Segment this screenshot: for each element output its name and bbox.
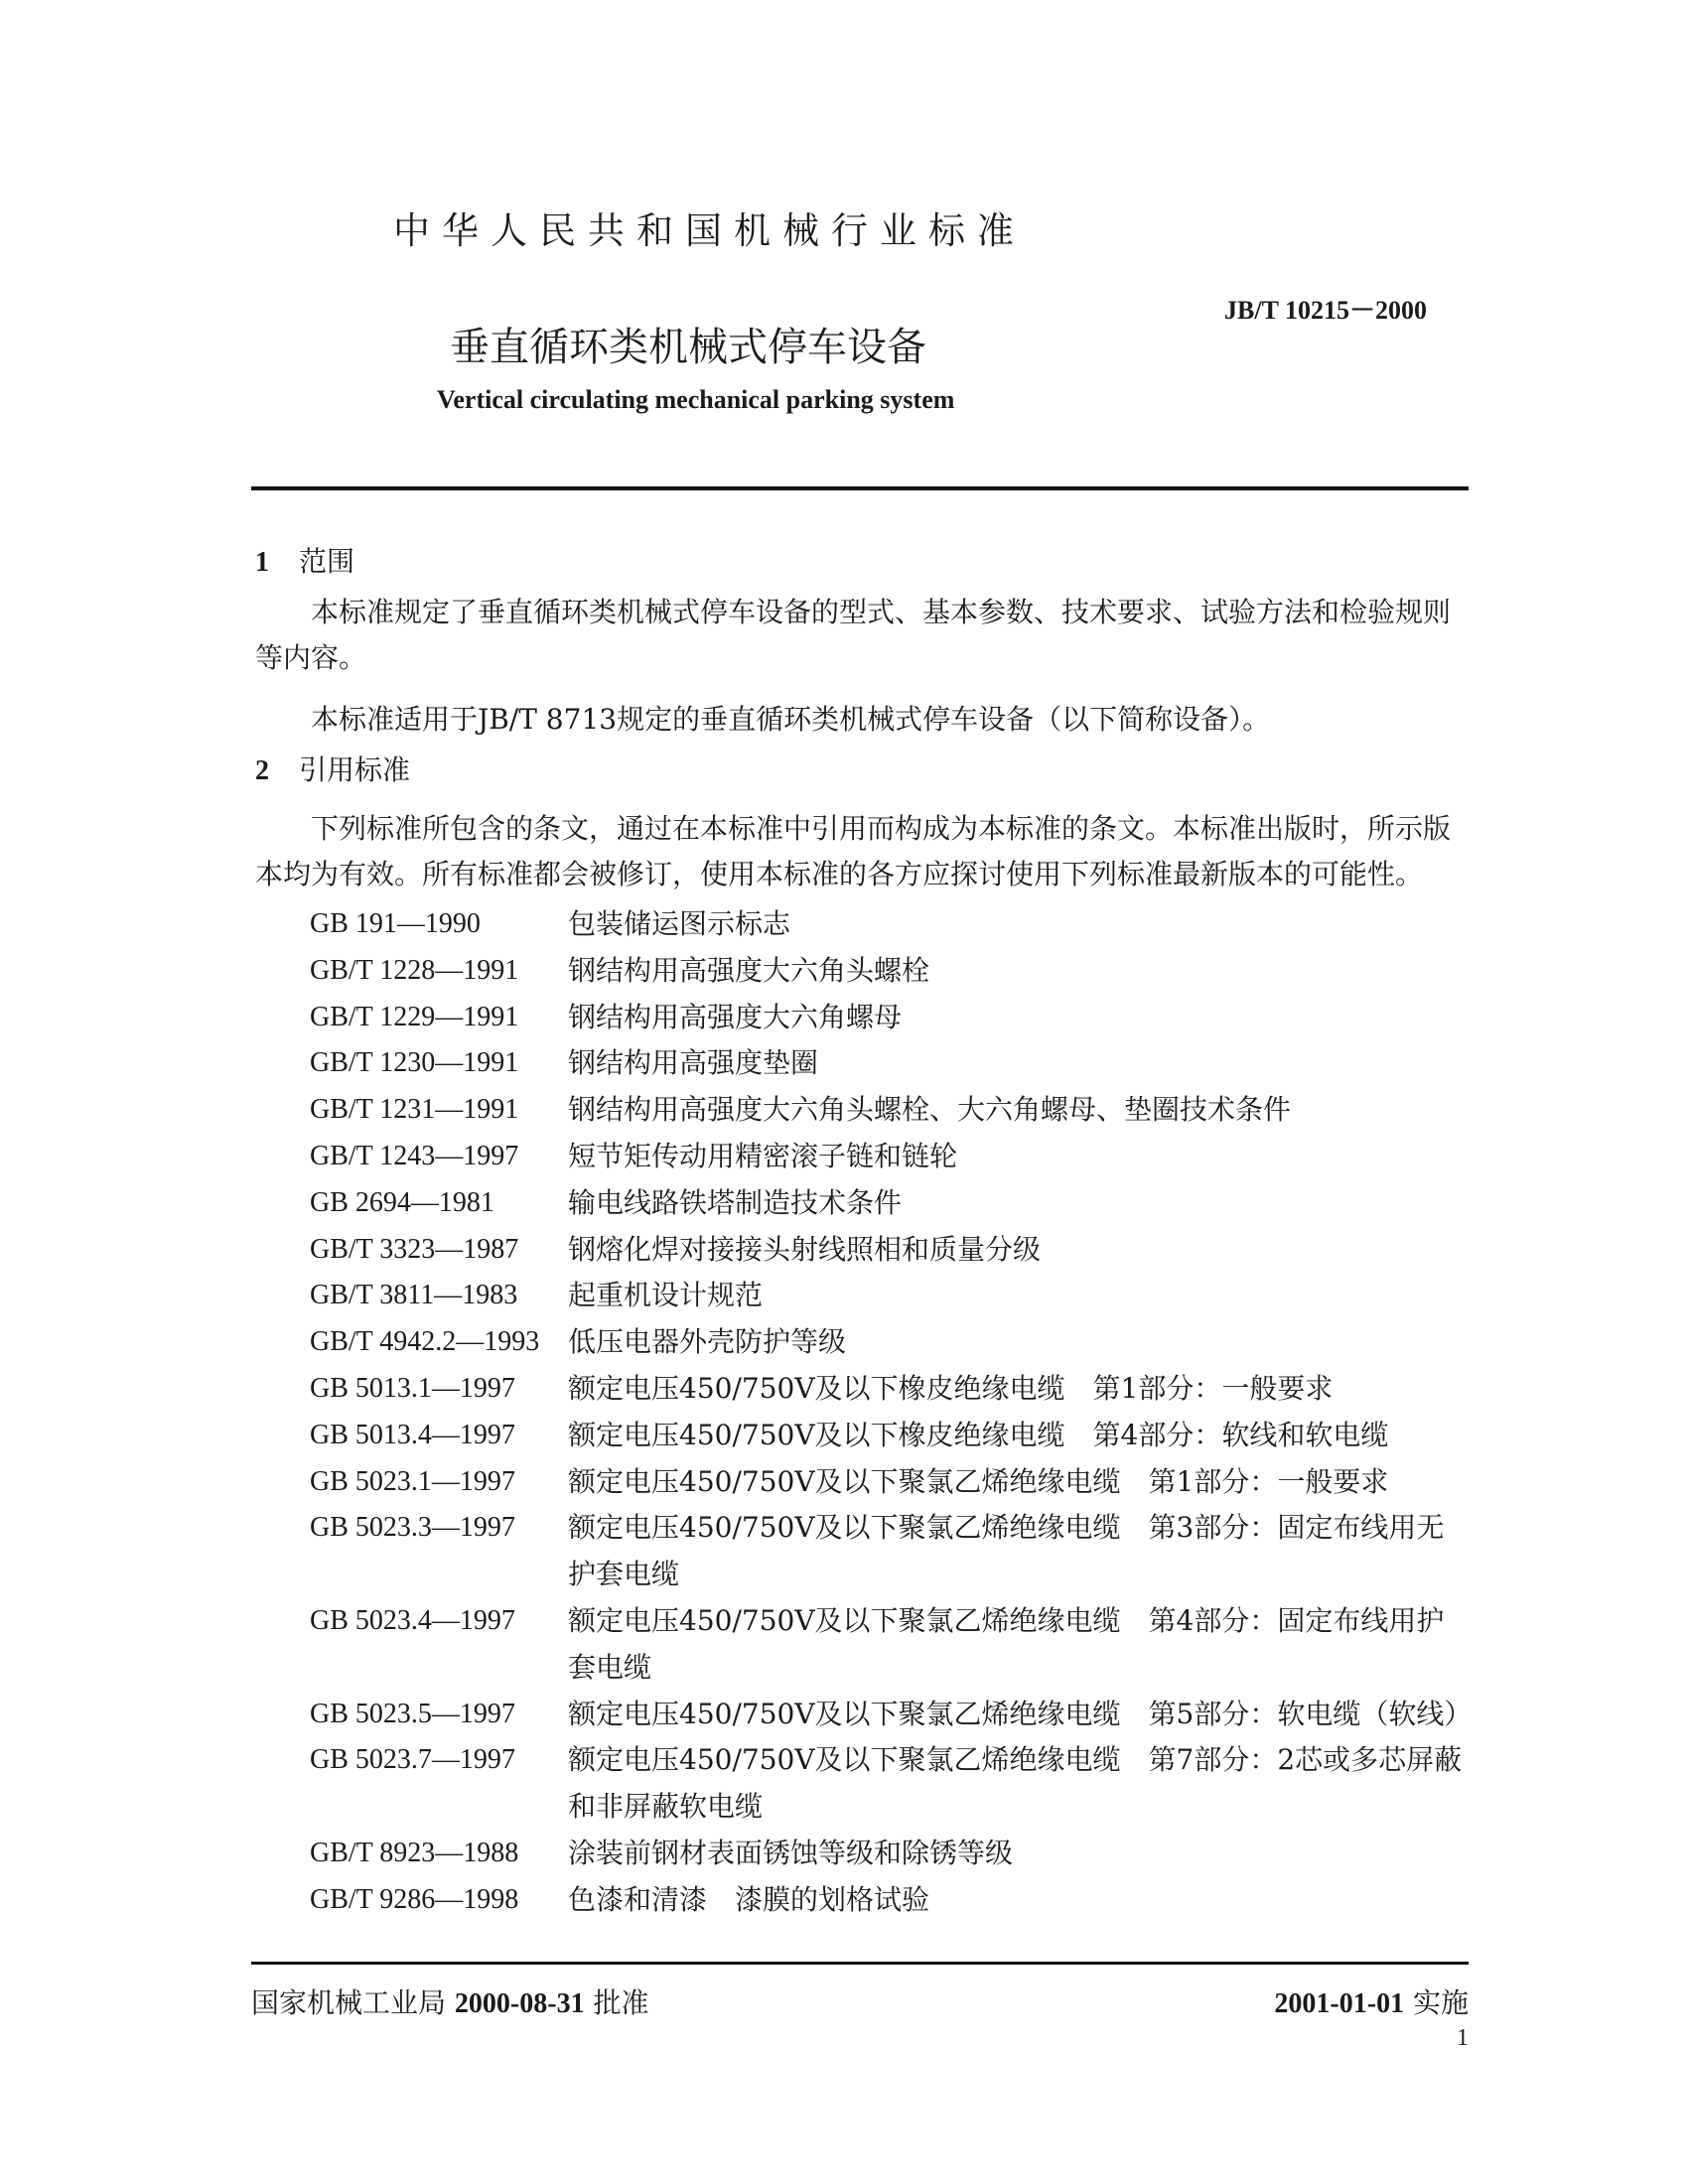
reference-item [310,1134,1472,1180]
reference-item [310,1366,1472,1413]
reference-code: GB/T 3811—1983 [310,1280,518,1311]
reference-code: GB/T 9286—1998 [310,1883,519,1915]
reference-item [310,1180,1472,1227]
reference-code: GB 2694—1981 [310,1186,494,1218]
reference-item [310,1087,1472,1134]
section-title: 引用标准 [299,753,411,786]
reference-code: GB 5013.1—1997 [310,1372,515,1404]
reference-title: 涂装前钢材表面锈蚀等级和除锈等级 [568,1836,1014,1869]
reference-item [310,901,1472,948]
reference-item [310,1413,1472,1459]
reference-title: 钢熔化焊对接接头射线照相和质量分级 [568,1232,1042,1266]
reference-title: 短节矩传动用精密滚子链和链轮 [568,1139,958,1172]
reference-code: GB/T 1243—1997 [310,1140,519,1171]
reference-item [310,1505,1472,1598]
footer-divider [251,1962,1469,1965]
reference-item [310,948,1472,995]
reference-title: 输电线路铁塔制造技术条件 [568,1185,903,1219]
reference-code: GB/T 3323—1987 [310,1233,519,1265]
approve-label: 批准 [593,1986,649,2019]
reference-code: GB 5013.4—1997 [310,1419,515,1450]
reference-code: GB/T 4942.2—1993 [310,1326,540,1358]
reference-item [310,1598,1472,1692]
reference-title: 额定电压450/750V及以下聚氯乙烯绝缘电缆 第7部分：2芯或多芯屏蔽和非屏蔽软电缆 [568,1743,1463,1824]
references-intro-paragraph: 下列标准所包含的条文，通过在本标准中引用而构成为本标准的条文。本标准出版时，所示版本均为有效。所有标准都会被修订，使用本标准的各方应探讨使用下列标准最新版本的可能性。 [255,812,1452,890]
document-title-cn: 垂直循环类机械式停车设备 [450,325,926,370]
references-list [310,901,1472,1924]
issuer-line [251,1981,649,2021]
reference-item [310,1737,1472,1831]
reference-title: 起重机设计规范 [568,1279,764,1312]
standard-code: JB/T 10215－2000 [1224,296,1427,325]
reference-code: GB 5023.4—1997 [310,1604,515,1636]
reference-title: 额定电压450/750V及以下聚氯乙烯绝缘电缆 第4部分：固定布线用护套电缆 [568,1603,1445,1684]
reference-title: 包装储运图示标志 [568,907,791,940]
reference-title: 钢结构用高强度大六角头螺栓、大六角螺母、垫圈技术条件 [568,1093,1292,1127]
reference-item [310,1692,1472,1738]
reference-code: GB/T 1231—1991 [310,1094,519,1126]
effective-date: 2001-01-01 [1274,1988,1405,2019]
reference-title: 额定电压450/750V及以下聚氯乙烯绝缘电缆 第3部分：固定布线用无护套电缆 [568,1511,1445,1591]
reference-code: GB 5023.3—1997 [310,1512,515,1544]
reference-code: GB 5023.7—1997 [310,1744,515,1776]
reference-code: GB/T 1229—1991 [310,1001,519,1032]
scope-paragraph-2: 本标准适用于JB/T 8713规定的垂直循环类机械式停车设备（以下简称设备）。 [311,703,1271,736]
reference-code: GB 5023.1—1997 [310,1465,515,1497]
reference-item [310,995,1472,1041]
document-title-en: Vertical circulating mechanical parking system [437,385,955,414]
reference-code: GB/T 1228—1991 [310,954,519,986]
section-number: 1 [255,547,269,578]
section-scope-heading [255,540,354,580]
reference-item [310,1831,1472,1877]
effective-label: 实施 [1412,1986,1469,2019]
scope-paragraph-1: 本标准规定了垂直循环类机械式停车设备的型式、基本参数、技术要求、试验方法和检验规则等内容。 [255,596,1452,674]
issuer-name: 国家机械工业局 [251,1986,447,2019]
reference-title: 色漆和清漆 漆膜的划格试验 [568,1882,930,1916]
reference-title: 钢结构用高强度大六角螺母 [568,1000,903,1033]
reference-title: 额定电压450/750V及以下橡皮绝缘电缆 第4部分：软线和软电缆 [568,1418,1389,1451]
reference-code: GB 5023.5—1997 [310,1698,515,1729]
reference-title: 额定电压450/750V及以下聚氯乙烯绝缘电缆 第5部分：软电缆（软线） [568,1697,1473,1730]
reference-title: 额定电压450/750V及以下聚氯乙烯绝缘电缆 第1部分：一般要求 [568,1464,1389,1498]
section-title: 范围 [299,545,355,578]
reference-title: 钢结构用高强度大六角头螺栓 [568,953,930,987]
effective-line [1274,1981,1469,2021]
section-references-heading [255,749,410,788]
reference-item [310,1273,1472,1319]
reference-title: 额定电压450/750V及以下橡皮绝缘电缆 第1部分：一般要求 [568,1371,1334,1405]
reference-item [310,1319,1472,1366]
reference-title: 低压电器外壳防护等级 [568,1325,847,1359]
reference-code: GB 191—1990 [310,908,481,939]
reference-code: GB/T 8923—1988 [310,1837,519,1868]
reference-item [310,1877,1472,1924]
reference-item [310,1459,1472,1506]
reference-title: 钢结构用高强度垫圈 [568,1046,819,1080]
reference-code: GB/T 1230—1991 [310,1047,519,1079]
page-number: 1 [1457,2025,1469,2051]
header-divider [251,486,1469,490]
industry-standard-label: 中华人民共和国机械行业标准 [393,209,1026,252]
section-number: 2 [255,755,269,786]
reference-item [310,1227,1472,1274]
reference-item [310,1040,1472,1087]
approve-date: 2000-08-31 [454,1988,585,2019]
